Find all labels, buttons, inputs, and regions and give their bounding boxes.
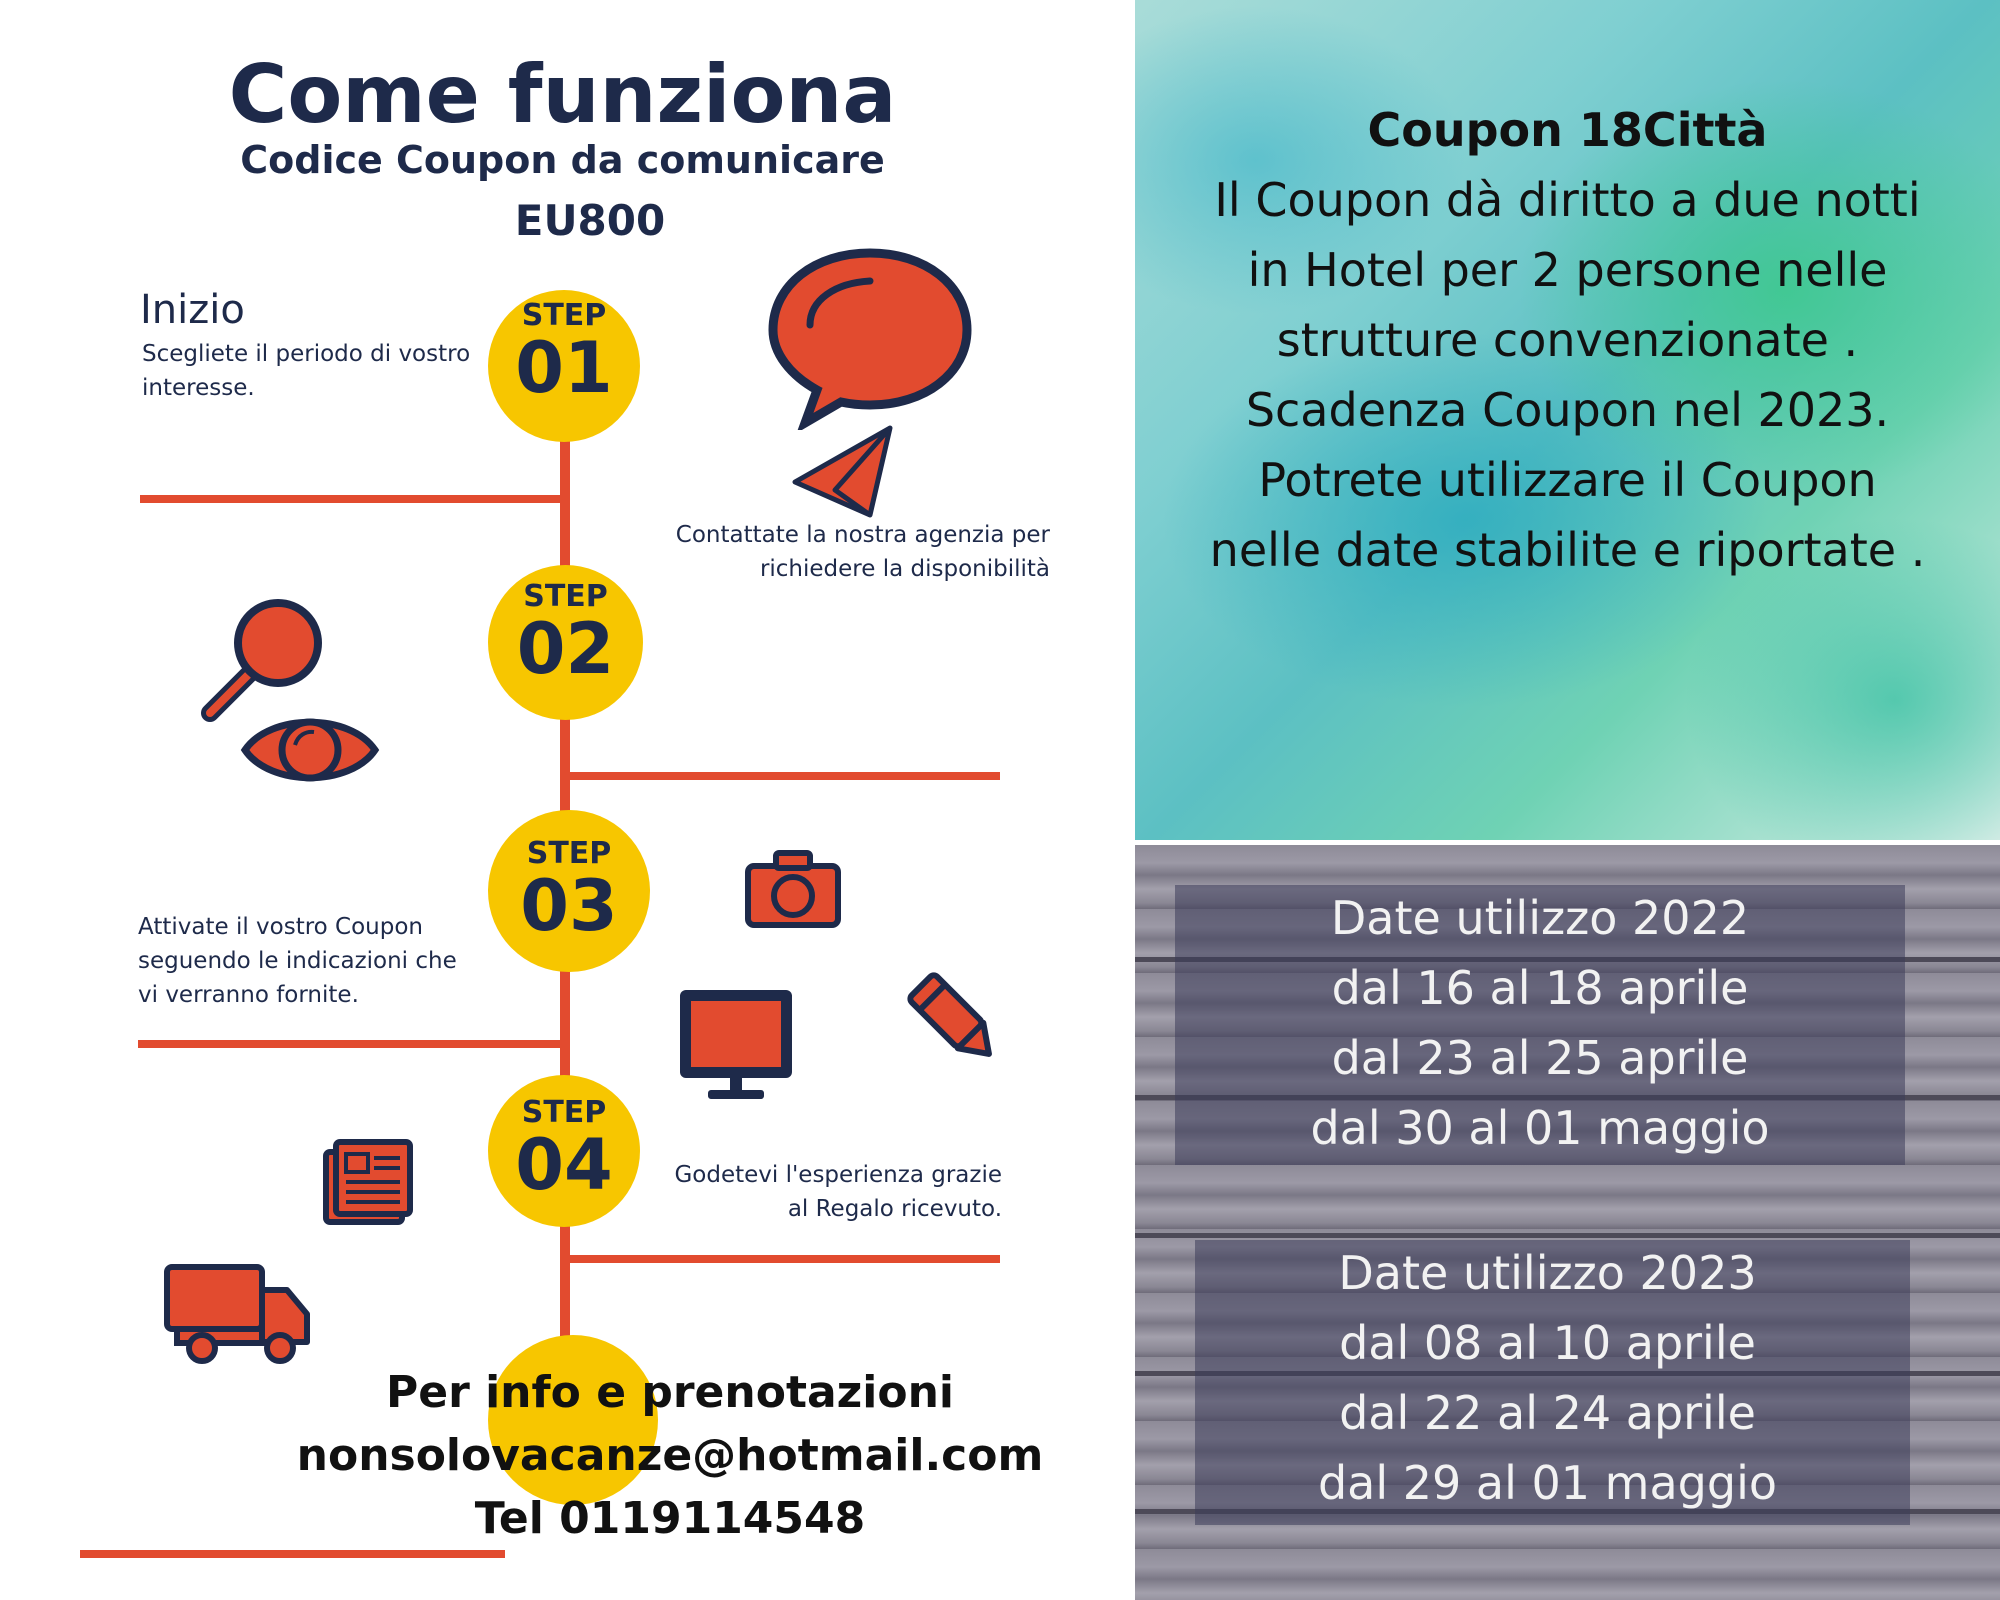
newspaper-icon	[322, 1138, 414, 1226]
timeline-branch	[80, 1550, 505, 1558]
truck-icon	[162, 1262, 312, 1367]
timeline-branch	[565, 1255, 1000, 1263]
step4-badge	[488, 1075, 640, 1227]
pencil-icon	[905, 970, 1005, 1070]
step1-number: 01	[515, 327, 613, 409]
step3-badge	[488, 810, 650, 972]
contact-heading: Per info e prenotazioni	[385, 1367, 954, 1418]
step3-text: Attivate il vostro Coupon seguendo le indicazioni che vi verranno fornite.	[138, 914, 457, 1008]
step4-number: 04	[515, 1124, 613, 1206]
date-range: dal 08 al 10 aprile	[1339, 1316, 1756, 1370]
coupon-panel	[1135, 0, 2000, 840]
page-subtitle: Codice Coupon da comunicare	[240, 138, 885, 182]
date-range: dal 16 al 18 aprile	[1331, 961, 1749, 1015]
coupon-text	[1135, 95, 2000, 585]
coupon-line: Il Coupon dà diritto a due notti	[1214, 173, 1921, 227]
coupon-line: nelle date stabilite e riportate .	[1209, 523, 1926, 577]
date-range: dal 30 al 01 maggio	[1310, 1101, 1770, 1155]
camera-icon	[743, 848, 843, 930]
step1-word: STEP	[521, 298, 607, 333]
date-range: dal 29 al 01 maggio	[1317, 1456, 1777, 1510]
coupon-code: EU800	[514, 196, 666, 245]
coupon-line: Potrete utilizzare il Coupon	[1258, 453, 1877, 507]
coupon-line: strutture convenzionate .	[1276, 313, 1859, 367]
contact-phone[interactable]: Tel 0119114548	[474, 1493, 866, 1544]
dates-2022	[1175, 883, 1905, 1163]
step3-number: 03	[520, 865, 618, 947]
timeline-branch	[138, 1040, 568, 1048]
step2-number: 02	[516, 608, 615, 690]
coupon-line: Scadenza Coupon nel 2023.	[1245, 383, 1890, 437]
step4-text: Godetevi l'esperienza grazie al Regalo ricevuto.	[674, 1162, 1002, 1222]
dates-panel	[1135, 845, 2000, 1600]
timeline-branch	[565, 772, 1000, 780]
coupon-title: Coupon 18Città	[1367, 103, 1768, 157]
step2-word: STEP	[523, 579, 608, 614]
date-range: dal 23 al 25 aprile	[1331, 1031, 1749, 1085]
coupon-line: in Hotel per 2 persone nelle	[1247, 243, 1888, 297]
timeline-branch	[140, 495, 570, 503]
monitor-icon	[675, 985, 797, 1103]
paper-plane-icon	[790, 420, 900, 520]
eye-icon	[240, 705, 380, 795]
step3-word: STEP	[526, 836, 612, 871]
step2-badge	[488, 565, 643, 720]
step1-text: Scegliete il periodo di vostro interesse.	[142, 341, 471, 401]
dates-2022-title: Date utilizzo 2022	[1330, 891, 1750, 945]
page-title: Come funziona	[228, 48, 897, 141]
dates-2023-title: Date utilizzo 2023	[1338, 1246, 1757, 1300]
step1-heading: Inizio	[140, 287, 245, 333]
dates-2023	[1175, 1238, 1920, 1518]
contact-email[interactable]: nonsolovacanze@hotmail.com	[296, 1430, 1044, 1481]
speech-bubble-icon	[765, 245, 975, 430]
step1-badge	[488, 290, 640, 442]
step4-word: STEP	[521, 1095, 607, 1130]
date-range: dal 22 al 24 aprile	[1339, 1386, 1756, 1440]
step2-text: Contattate la nostra agenzia per richiedere la disponibilità	[675, 522, 1050, 582]
